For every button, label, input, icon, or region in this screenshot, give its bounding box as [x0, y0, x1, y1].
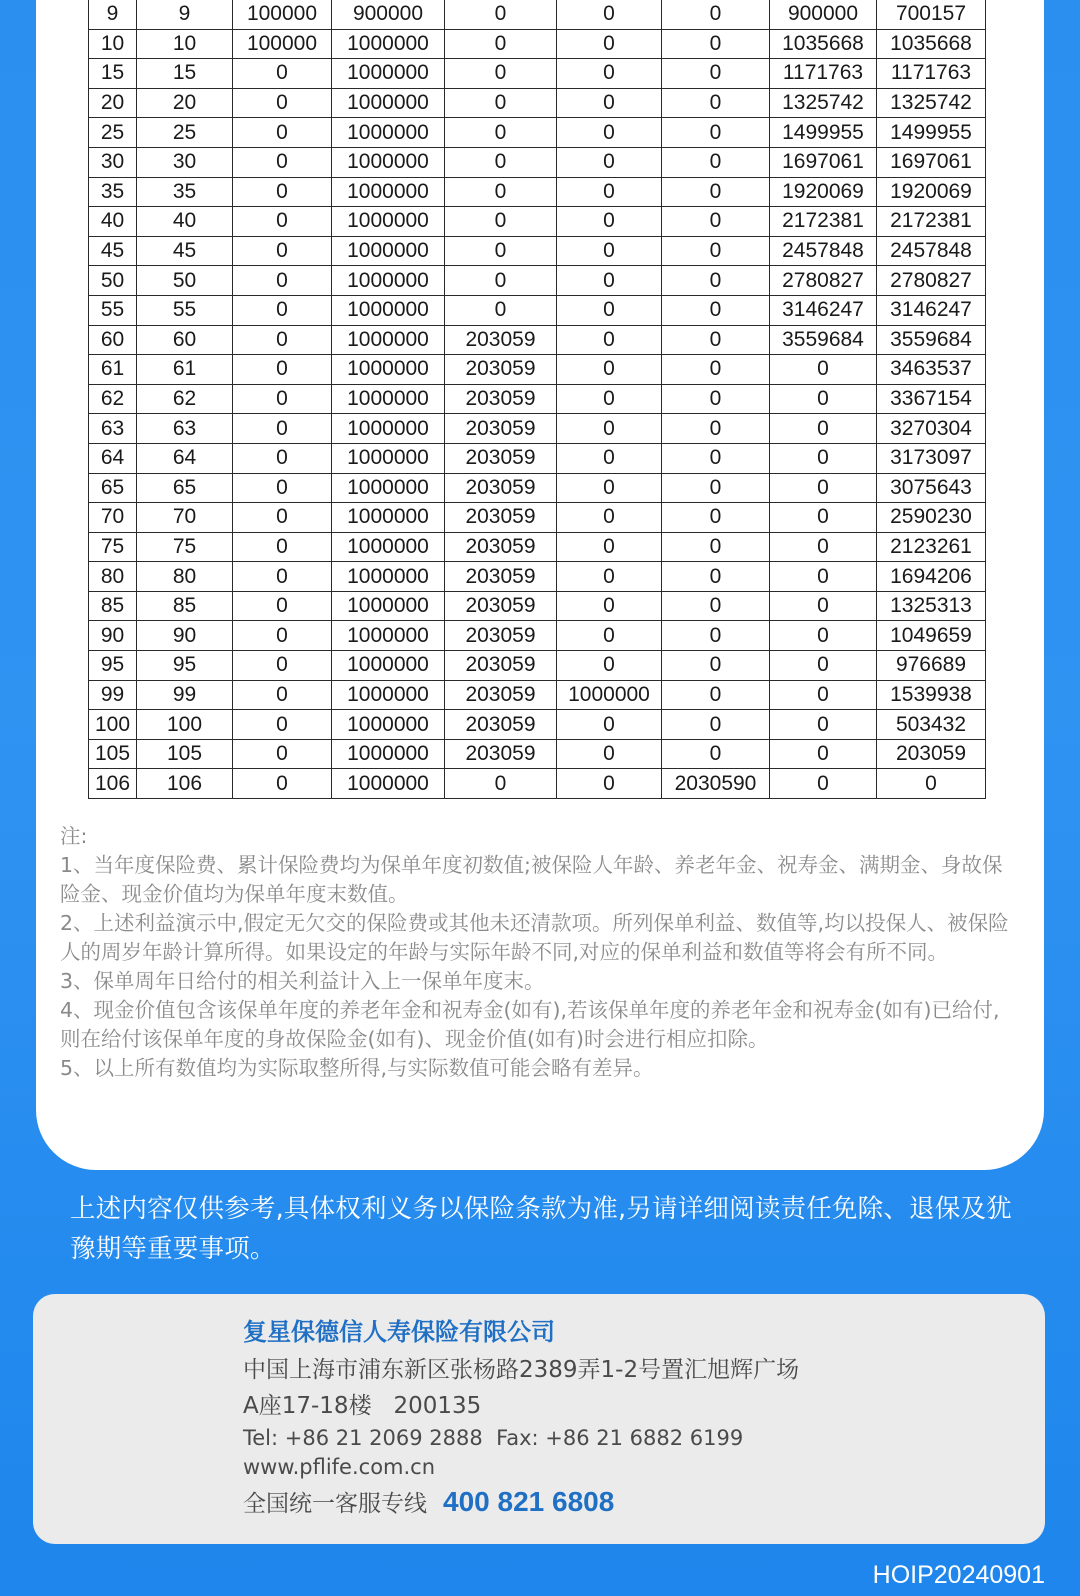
table-cell: 0 [662, 355, 770, 385]
table-cell: 0 [662, 503, 770, 533]
table-row [89, 236, 986, 266]
note-item-1: 1、当年度保险费、累计保险费均为保单年度初数值;被保险人年龄、养老年金、祝寿金、满期金、身故保险金、现金价值均为保单年度末数值。 [60, 853, 1003, 906]
table-cell: 0 [662, 414, 770, 444]
table-cell: 0 [233, 59, 332, 89]
table-cell: 1035668 [770, 29, 877, 59]
table-cell: 0 [557, 177, 662, 207]
table-cell: 20 [137, 88, 233, 118]
table-cell: 0 [233, 414, 332, 444]
table-cell: 1000000 [332, 680, 445, 710]
table-cell: 0 [557, 621, 662, 651]
table-cell: 0 [557, 769, 662, 799]
table-row [89, 29, 986, 59]
table-cell: 203059 [445, 443, 557, 473]
table-cell: 0 [557, 236, 662, 266]
table-cell: 0 [233, 680, 332, 710]
benefit-table [88, 0, 986, 799]
table-cell: 0 [233, 88, 332, 118]
table-cell: 0 [662, 118, 770, 148]
table-cell: 55 [137, 295, 233, 325]
hotline-row [243, 1482, 799, 1522]
table-cell: 203059 [445, 739, 557, 769]
table-cell: 1000000 [332, 236, 445, 266]
table-cell: 203059 [445, 473, 557, 503]
table-cell: 1920069 [770, 177, 877, 207]
table-cell: 203059 [445, 562, 557, 592]
table-cell: 900000 [770, 0, 877, 29]
table-cell: 1000000 [332, 266, 445, 296]
table-cell: 0 [557, 503, 662, 533]
table-cell: 1000000 [332, 384, 445, 414]
table-cell: 0 [770, 562, 877, 592]
table-cell: 3146247 [877, 295, 986, 325]
table-row [89, 651, 986, 681]
table-cell: 0 [445, 0, 557, 29]
table-cell: 10 [89, 29, 137, 59]
table-cell: 1000000 [332, 177, 445, 207]
table-cell: 0 [662, 295, 770, 325]
table-cell: 0 [445, 769, 557, 799]
table-cell: 900000 [332, 0, 445, 29]
table-cell: 35 [89, 177, 137, 207]
table-cell: 3270304 [877, 414, 986, 444]
note-item-5: 5、以上所有数值均为实际取整所得,与实际数值可能会略有差异。 [60, 1056, 654, 1080]
table-cell: 0 [233, 621, 332, 651]
table-cell: 15 [89, 59, 137, 89]
company-tel-fax: Tel: +86 21 2069 2888 Fax: +86 21 6882 6199 [243, 1426, 744, 1450]
table-cell: 0 [233, 710, 332, 740]
table-row [89, 532, 986, 562]
table-cell: 0 [445, 88, 557, 118]
table-cell: 0 [233, 147, 332, 177]
table-cell: 2780827 [770, 266, 877, 296]
table-cell: 105 [89, 739, 137, 769]
table-cell: 0 [662, 710, 770, 740]
table-cell: 0 [557, 414, 662, 444]
table-cell: 0 [770, 680, 877, 710]
table-row [89, 177, 986, 207]
table-cell: 1000000 [332, 532, 445, 562]
table-cell: 0 [662, 0, 770, 29]
table-row [89, 414, 986, 444]
table-cell: 0 [662, 266, 770, 296]
table-cell: 55 [89, 295, 137, 325]
table-cell: 0 [557, 118, 662, 148]
table-cell: 100000 [233, 29, 332, 59]
table-cell: 0 [770, 591, 877, 621]
table-cell: 64 [137, 443, 233, 473]
company-name: 复星保德信人寿保险有限公司 [243, 1318, 555, 1346]
table-cell: 700157 [877, 0, 986, 29]
table-cell: 61 [89, 355, 137, 385]
table-cell: 62 [89, 384, 137, 414]
table-cell: 0 [233, 325, 332, 355]
table-cell: 0 [770, 769, 877, 799]
table-cell: 1325313 [877, 591, 986, 621]
table-cell: 85 [89, 591, 137, 621]
table-cell: 0 [557, 473, 662, 503]
table-cell: 0 [557, 325, 662, 355]
table-cell: 0 [233, 177, 332, 207]
table-row [89, 562, 986, 592]
table-cell: 61 [137, 355, 233, 385]
table-cell: 0 [662, 207, 770, 237]
table-row [89, 739, 986, 769]
table-cell: 0 [233, 473, 332, 503]
table-cell: 203059 [445, 680, 557, 710]
table-cell: 203059 [445, 532, 557, 562]
table-cell: 0 [557, 710, 662, 740]
table-cell: 0 [557, 29, 662, 59]
table-row [89, 473, 986, 503]
table-cell: 30 [137, 147, 233, 177]
table-cell: 0 [662, 29, 770, 59]
table-cell: 0 [233, 355, 332, 385]
table-cell: 3559684 [877, 325, 986, 355]
table-cell: 64 [89, 443, 137, 473]
table-row [89, 621, 986, 651]
table-cell: 1000000 [332, 207, 445, 237]
table-cell: 0 [662, 384, 770, 414]
table-cell: 99 [137, 680, 233, 710]
table-cell: 0 [557, 739, 662, 769]
table-cell: 35 [137, 177, 233, 207]
table-cell: 0 [662, 147, 770, 177]
table-cell: 203059 [445, 503, 557, 533]
table-cell: 1000000 [332, 769, 445, 799]
table-cell: 203059 [445, 651, 557, 681]
table-cell: 3559684 [770, 325, 877, 355]
table-cell: 1000000 [332, 651, 445, 681]
table-cell: 0 [662, 532, 770, 562]
table-cell: 203059 [445, 355, 557, 385]
table-cell: 1000000 [332, 591, 445, 621]
table-cell: 1000000 [332, 443, 445, 473]
table-cell: 65 [89, 473, 137, 503]
note-item-4: 4、现金价值包含该保单年度的养老年金和祝寿金(如有),若该保单年度的养老年金和祝寿金(如有)已给付,则在给付该保单年度的身故保险金(如有)、现金价值(如有)时会进行相应扣除。 [60, 998, 1000, 1051]
table-cell: 0 [662, 59, 770, 89]
table-row [89, 118, 986, 148]
table-cell: 0 [233, 295, 332, 325]
table-cell: 1000000 [332, 325, 445, 355]
table-cell: 3075643 [877, 473, 986, 503]
table-cell: 80 [137, 562, 233, 592]
table-cell: 0 [662, 562, 770, 592]
table-cell: 0 [662, 325, 770, 355]
benefit-table-body [89, 0, 986, 799]
table-cell: 1000000 [332, 295, 445, 325]
table-cell: 0 [662, 680, 770, 710]
table-cell: 0 [662, 88, 770, 118]
table-cell: 85 [137, 591, 233, 621]
table-cell: 0 [770, 473, 877, 503]
table-cell: 203059 [445, 414, 557, 444]
table-cell: 0 [770, 710, 877, 740]
table-cell: 2457848 [877, 236, 986, 266]
table-cell: 0 [662, 443, 770, 473]
table-row [89, 88, 986, 118]
table-cell: 2172381 [770, 207, 877, 237]
table-cell: 0 [445, 295, 557, 325]
table-cell: 0 [557, 532, 662, 562]
table-cell: 100000 [233, 0, 332, 29]
table-cell: 0 [445, 59, 557, 89]
table-cell: 1000000 [332, 739, 445, 769]
table-cell: 0 [233, 651, 332, 681]
table-cell: 45 [89, 236, 137, 266]
table-cell: 0 [233, 503, 332, 533]
table-cell: 0 [233, 384, 332, 414]
company-address-line1: 中国上海市浦东新区张杨路2389弄1-2号置汇旭辉广场 [243, 1357, 800, 1383]
table-cell: 0 [662, 651, 770, 681]
table-row [89, 355, 986, 385]
table-cell: 0 [662, 739, 770, 769]
table-cell: 0 [233, 118, 332, 148]
table-cell: 0 [233, 739, 332, 769]
table-cell: 2780827 [877, 266, 986, 296]
document-code: HOIP20240901 [872, 1561, 1045, 1589]
table-cell: 9 [137, 0, 233, 29]
note-item-2: 2、上述利益演示中,假定无欠交的保险费或其他未还清款项。所列保单利益、数值等,均以投保人、被保险人的周岁年龄计算所得。如果设定的年龄与实际年龄不同,对应的保单利益和数值等将会有所不同。 [60, 911, 1009, 964]
table-cell: 503432 [877, 710, 986, 740]
hotline-label: 全国统一客服专线 [243, 1491, 427, 1517]
table-cell: 1000000 [332, 29, 445, 59]
table-cell: 50 [89, 266, 137, 296]
table-cell: 1697061 [770, 147, 877, 177]
table-cell: 1694206 [877, 562, 986, 592]
table-cell: 203059 [445, 621, 557, 651]
table-row [89, 0, 986, 29]
table-cell: 1539938 [877, 680, 986, 710]
table-cell: 100 [137, 710, 233, 740]
table-cell: 106 [137, 769, 233, 799]
table-cell: 30 [89, 147, 137, 177]
table-cell: 2590230 [877, 503, 986, 533]
table-cell: 0 [557, 591, 662, 621]
table-cell: 70 [137, 503, 233, 533]
table-cell: 1000000 [332, 414, 445, 444]
table-cell: 0 [445, 236, 557, 266]
table-cell: 1171763 [770, 59, 877, 89]
table-cell: 70 [89, 503, 137, 533]
table-cell: 0 [557, 59, 662, 89]
table-cell: 3367154 [877, 384, 986, 414]
table-cell: 1499955 [770, 118, 877, 148]
table-cell: 1000000 [332, 621, 445, 651]
table-cell: 1000000 [332, 710, 445, 740]
table-cell: 0 [770, 443, 877, 473]
table-cell: 0 [877, 769, 986, 799]
table-cell: 1000000 [332, 562, 445, 592]
table-cell: 0 [233, 769, 332, 799]
table-cell: 0 [770, 651, 877, 681]
table-cell: 3146247 [770, 295, 877, 325]
table-cell: 0 [557, 0, 662, 29]
table-cell: 50 [137, 266, 233, 296]
table-cell: 0 [445, 147, 557, 177]
company-address-line2: A座17-18楼 200135 [243, 1393, 482, 1419]
table-cell: 1049659 [877, 621, 986, 651]
table-cell: 0 [557, 443, 662, 473]
table-cell: 15 [137, 59, 233, 89]
table-cell: 2123261 [877, 532, 986, 562]
table-cell: 203059 [445, 384, 557, 414]
table-cell: 0 [557, 384, 662, 414]
table-row [89, 503, 986, 533]
table-cell: 90 [89, 621, 137, 651]
table-cell: 10 [137, 29, 233, 59]
table-row [89, 443, 986, 473]
company-website[interactable]: www.pflife.com.cn [243, 1455, 436, 1479]
table-cell: 1000000 [332, 59, 445, 89]
table-cell: 1000000 [332, 88, 445, 118]
table-row [89, 59, 986, 89]
table-cell: 95 [137, 651, 233, 681]
table-cell: 1000000 [557, 680, 662, 710]
table-cell: 203059 [445, 710, 557, 740]
table-row [89, 266, 986, 296]
table-cell: 0 [662, 177, 770, 207]
table-cell: 0 [557, 88, 662, 118]
table-cell: 45 [137, 236, 233, 266]
table-cell: 0 [662, 591, 770, 621]
table-row [89, 295, 986, 325]
table-cell: 0 [557, 266, 662, 296]
table-cell: 0 [445, 118, 557, 148]
table-cell: 976689 [877, 651, 986, 681]
disclaimer-text: 上述内容仅供参考,具体权利义务以保险条款为准,另请详细阅读责任免除、退保及犹豫期等重要事项。 [70, 1194, 1012, 1264]
table-cell: 40 [137, 207, 233, 237]
table-cell: 0 [662, 236, 770, 266]
table-cell: 95 [89, 651, 137, 681]
table-cell: 1035668 [877, 29, 986, 59]
table-cell: 1697061 [877, 147, 986, 177]
table-cell: 63 [89, 414, 137, 444]
table-cell: 0 [445, 177, 557, 207]
note-item-3: 3、保单周年日给付的相关利益计入上一保单年度末。 [60, 969, 545, 993]
table-cell: 60 [137, 325, 233, 355]
table-cell: 0 [445, 29, 557, 59]
table-cell: 99 [89, 680, 137, 710]
table-cell: 9 [89, 0, 137, 29]
table-cell: 1000000 [332, 118, 445, 148]
table-cell: 1171763 [877, 59, 986, 89]
table-cell: 0 [445, 266, 557, 296]
table-cell: 1000000 [332, 355, 445, 385]
company-info-panel [33, 1294, 1045, 1544]
table-cell: 0 [233, 591, 332, 621]
table-cell: 105 [137, 739, 233, 769]
table-cell: 63 [137, 414, 233, 444]
table-cell: 0 [770, 739, 877, 769]
table-cell: 0 [770, 621, 877, 651]
table-cell: 1000000 [332, 503, 445, 533]
table-cell: 1325742 [770, 88, 877, 118]
notes-title: 注: [60, 824, 88, 848]
table-cell: 106 [89, 769, 137, 799]
table-cell: 0 [233, 443, 332, 473]
table-cell: 2030590 [662, 769, 770, 799]
table-row [89, 591, 986, 621]
table-cell: 80 [89, 562, 137, 592]
table-cell: 0 [233, 562, 332, 592]
table-cell: 1325742 [877, 88, 986, 118]
table-cell: 1920069 [877, 177, 986, 207]
table-cell: 0 [557, 355, 662, 385]
table-cell: 1000000 [332, 147, 445, 177]
table-cell: 0 [557, 147, 662, 177]
table-cell: 2172381 [877, 207, 986, 237]
table-cell: 20 [89, 88, 137, 118]
table-cell: 203059 [877, 739, 986, 769]
table-cell: 75 [89, 532, 137, 562]
table-cell: 0 [662, 473, 770, 503]
table-cell: 40 [89, 207, 137, 237]
table-cell: 1499955 [877, 118, 986, 148]
table-cell: 203059 [445, 591, 557, 621]
table-cell: 3173097 [877, 443, 986, 473]
table-cell: 0 [233, 266, 332, 296]
table-cell: 1000000 [332, 473, 445, 503]
table-cell: 100 [89, 710, 137, 740]
hotline-number[interactable]: 400 821 6808 [443, 1486, 615, 1517]
table-row [89, 207, 986, 237]
table-cell: 0 [445, 207, 557, 237]
table-cell: 0 [557, 651, 662, 681]
table-cell: 25 [137, 118, 233, 148]
table-cell: 203059 [445, 325, 557, 355]
table-cell: 25 [89, 118, 137, 148]
table-cell: 90 [137, 621, 233, 651]
notes-section [60, 822, 1020, 1083]
table-row [89, 710, 986, 740]
table-cell: 62 [137, 384, 233, 414]
table-row [89, 769, 986, 799]
table-cell: 0 [770, 355, 877, 385]
table-cell: 0 [770, 503, 877, 533]
table-cell: 3463537 [877, 355, 986, 385]
table-cell: 75 [137, 532, 233, 562]
table-row [89, 147, 986, 177]
table-cell: 0 [233, 532, 332, 562]
table-row [89, 384, 986, 414]
table-row [89, 325, 986, 355]
table-cell: 0 [770, 532, 877, 562]
table-cell: 0 [233, 207, 332, 237]
table-cell: 0 [770, 384, 877, 414]
table-cell: 0 [557, 295, 662, 325]
table-cell: 60 [89, 325, 137, 355]
table-cell: 0 [557, 562, 662, 592]
table-cell: 0 [233, 236, 332, 266]
table-row [89, 680, 986, 710]
table-cell: 0 [557, 207, 662, 237]
table-cell: 2457848 [770, 236, 877, 266]
table-cell: 65 [137, 473, 233, 503]
table-cell: 0 [662, 621, 770, 651]
table-cell: 0 [770, 414, 877, 444]
